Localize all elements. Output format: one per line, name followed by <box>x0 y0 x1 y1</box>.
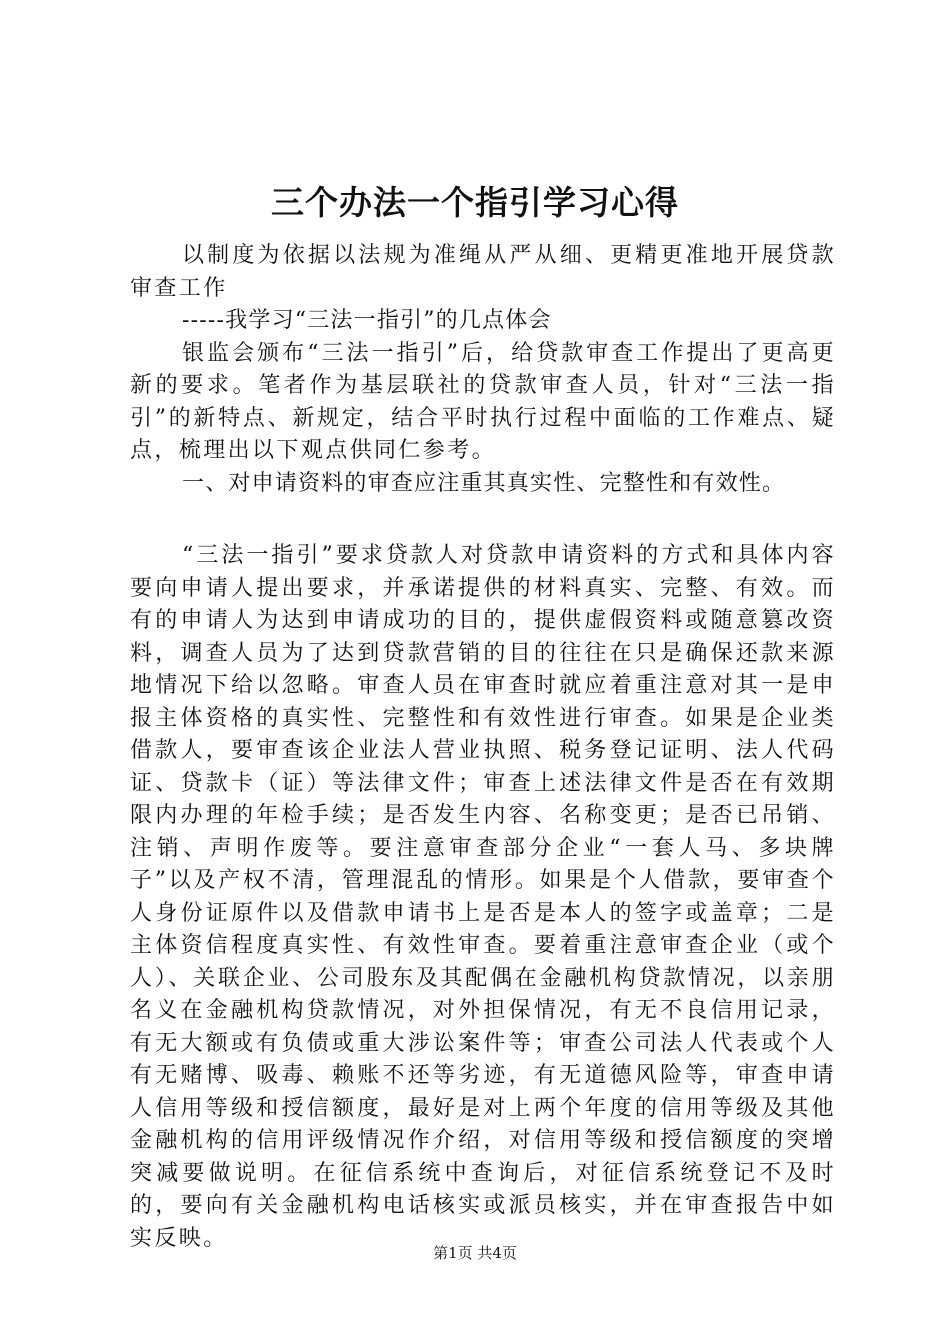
subtitle-paragraph: 以制度为依据以法规为准绳从严从细、更精更准地开展贷款审查工作 <box>130 243 836 301</box>
page-number: 第1页 共4页 <box>433 1244 517 1262</box>
document-body <box>130 240 836 1255</box>
section-heading: 一、对申请资料的审查应注重其真实性、完整性和有效性。 <box>182 470 786 496</box>
intro-paragraph: 银监会颁布“三法一指引”后，给贷款审查工作提出了更高更新的要求。笔者作为基层联社的贷款审查人员，针对“三法一指引”的新特点、新规定，结合平时执行过程中面临的工作难点、疑点，梳理出以下观点供同仁参考。 <box>130 340 836 463</box>
document-title: 三个办法一个指引学习心得 <box>271 183 679 222</box>
body-paragraph: “三法一指引”要求贷款人对贷款申请资料的方式和具体内容要向申请人提出要求，并承诺提供的材料真实、完整、有效。而有的申请人为达到申请成功的目的，提供虚假资料或随意篡改资料，调查人员为了达到贷款营销的目的往往在只是确保还款来源地情况下给以忽略。审查人员在审查时就应着重注意对其一是申报主体资格的真实性、完整性和有效性进行审查。如果是企业类借款人，要审查该企业法人营业执照、税务登记证明、法人代码证、贷款卡（证）等法律文件；审查上述法律文件是否在有效期限内办理的年检手续；是否发生内容、名称变更；是否已吊销、注销、声明作废等。要注意审查部分企业“一套人马、多块牌子”以及产权不清，管理混乱的情形。如果是个人借款，要审查个人身份证原件以及借款申请书上是否是本人的签字或盖章；二是主体资信程度真实性、有效性审查。要着重注意审查企业（或个人）、关联企业、公司股东及其配偶在金融机构贷款情况，以亲朋名义在金融机构贷款情况，对外担保情况，有无不良信用记录，有无大额或有负债或重大涉讼案件等；审查公司法人代表或个人有无赌博、吸毒、赖账不还等劣迹，有无道德风险等，审查申请人信用等级和授信额度，最好是对上两个年度的信用等级及其他金融机构的信用评级情况作介绍，对信用等级和授信额度的突增突减要做说明。在征信系统中查询后，对征信系统登记不及时的，要向有关金融机构电话核实或派员核实，并在审查报告中如实反映。 <box>130 543 836 1251</box>
subheading-paragraph: -----我学习“三法一指引”的几点体会 <box>182 308 552 333</box>
